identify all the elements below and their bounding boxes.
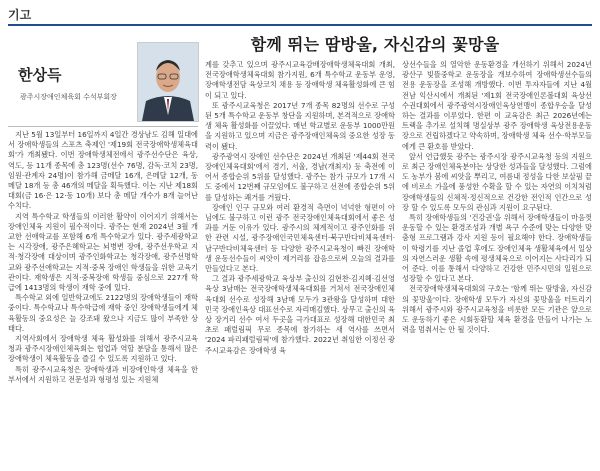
paragraph: 특히 장애학생들의 '건강권'을 위해서 장애학생들이 마음껏 운동할 수 있는 환경조성과 개별 욕구 수준에 맞는 다양한 맞춤형 프로그램과 강사 지원 등이 필요해야 한다. 장애학생들이 학령기를 지난 졸업 후에도 장애인체육 생활체육에서 일상의 자연스러운 생활 속에 평생체육으로 이어지는 사다리가 되어 준다. 이를 통해서 다양하고 건강한 민주시민의 일원으로 성장할 수 있다고 본다. bbox=[402, 213, 592, 284]
paragraph: 지난 5월 13일부터 16일까지 4일간 경상남도 김해 일대에서 장애학생들의 스포츠 축제인 '제19회 전국장애학생체육대회'가 개최됐다. 이번 장애학생체전에서 광주선수단은 육상, 역도, 등 11개 종목에 총 123명(선수 76명, 감독·코치 23명, 임원·관계자 24명)이 참가해 금메달 16개, 은메달 12개, 동메달 18개 등 총 46개의 메달을 획득했다. 이는 지난 제18회 대회(금 16·은 12·동 10개) 보다 총 메달 개수가 8개 늘어난 수치다. bbox=[8, 130, 198, 211]
paragraph: 계를 갖추고 있으며 광주시교육감배장애학생체육대회 개최, 전국장애학생체육대회 참가지원, 6개 특수학교 운동부 운영, 장애학생전담 육상코치 채용 등 장애학생 체육활성화에 큰 힘이 되고 있다. bbox=[205, 60, 395, 100]
article-column-1 bbox=[8, 130, 198, 468]
paragraph: 앞서 언급했듯 광주는 광주시장 광주시교육청 등의 지원으로 최근 장애인체육분야는 상당한 성과들을 달성했다. 그럼에도 농부가 봄에 씨앗을 뿌리고, 여름내 정성을 다한 보살핌 끝에 비로소 가을에 풍성한 수확을 할 수 있는 자연의 이치처럼 장애학생들의 신체적·정신적으로 건강한 전인적 인간으로 성장 할 수 있도록 모두의 관심과 지원이 요구된다. bbox=[402, 151, 592, 212]
article-column-3 bbox=[402, 60, 592, 468]
headline: 함께 뛰는 땀방울, 자신감의 꽃망울 bbox=[250, 35, 500, 54]
paragraph: 지역 특수학교 학생들의 이러한 활약이 이어지기 위해서는 장애인체육 지원이 필수적이다. 광주는 현재 2024년 3월 개교한 선애학교를 포함해 6개 특수학교가 있다. 광주세광학교는 시각장애, 광주은혜학교는 뇌병변 장애, 광주선우학교 지적·청각장애 대상이며 광주인화학교는 청각장애, 광주선명학교와 광주선애학교는 지적·중복 장애인 학생들을 위한 교육기관이다. 재학생은 지적·중복장애 학생들 중심으로 227개 학급에 1413명의 학생이 재학 중에 있다. bbox=[8, 211, 198, 293]
paragraph: 광주광역시 장애인 선수단은 2024년 개최된 '제44회 전국장애인체육대회'에서 경기, 서울, 경남(개최지) 등 축전에 이어서 종합순위 5위를 달성했다. 광주는 참가 규모가 17개 시도 중에서 12번째 규모임에도 불구하고 선전에 종합순위 5위를 달성하는 쾌거를 거뒀다. bbox=[205, 151, 395, 202]
paragraph: 특수학교 외에 일반학교에도 2122명의 장애학생들이 재학 중이다. 특수학교나 특수학급에 재학 중인 장애학생들에게 체육활동의 중요성은 늘 강조돼 왔으나 지금도 많이 부족한 상태다. bbox=[8, 293, 198, 333]
author-name: 한상득 bbox=[18, 66, 62, 84]
paragraph: 또 광주시교육청은 2017년 7개 종목 82명의 선수로 구성된 5개 특수학교 운동부 창단을 지원하며, 본격적으로 장애학생 체육 활성화를 이끌었다. 매년 학교별로 운동부 1000만원을 지원하고 있으며 지금은 광주장애인체육의 중요한 성장 동력이 됐다. bbox=[205, 100, 395, 151]
article-column-2 bbox=[205, 60, 395, 468]
header-rule bbox=[8, 24, 592, 26]
author-divider bbox=[8, 126, 198, 127]
paragraph: 그 결과 광주세광학교 육상부 출신의 김현찬·김지혜·김선영 육상 3남매는 전국장애학생체육대회를 거쳐서 전국장애인체육대회 선수로 성장해 3남매 모두가 3관왕을 달성하며 대한민국 장애인육상 대표선수로 자리매김했다. 상무고 출신의 육상 장거리 선수 여서 두곳을 극가대표로 성장해 대한민국 최초로 패럴림픽 무로 종목에 참가하는 새 역사를 쓰면서 '2024 파리패럴림픽'에 참가했다. 2022년 취임한 이정선 광주시교육감은 장애학생 육 bbox=[205, 274, 395, 355]
author-affiliation: 광주시장애인체육회 수석부회장 bbox=[20, 93, 117, 101]
author-photo bbox=[137, 42, 199, 122]
paragraph: 지역사회에서 장애학생 체육 활성화를 위해서 광주시교육청과 광주시장애인체육회는 협업과 역할 분담을 통해서 많은 장애학생이 체육활동을 즐길 수 있도록 지원하고 있다. bbox=[8, 334, 198, 364]
paragraph: 전국장애학생체육대회의 구호는 '함께 뛰는 땀방울, 자신감의 꽃망울'이다. 장애학생 모두가 자신의 꽃망울을 터트리기 위해서 광주시와 광주시교육청을 비롯한 모든 기관은 앞으로도 운동하기 좋은 시회동환할 체육 환경을 만들어 나가는 노력을 멈춰서는 안 될 것이다. bbox=[402, 284, 592, 335]
section-label: 기고 bbox=[8, 8, 32, 22]
paragraph: 장애인 인구 규모와 여러 환경적 측면이 넉넉한 형편이 아님에도 불구하고 이런 광주 전국장애인체육대회에서 좋은 성과를 거둔 이유가 있다. 광주시의 체계적이고 광주인화를 위한 관련 시설, 광주장애인국민체육센터·북구반다비체육센터·남구반다비체육센터 등 다양한 광주시교육청이 빠진 장애학생 운동선수들이 씨앗이 제거리를 잡음으로써 오늘의 결과를 만들었다고 본다. bbox=[205, 202, 395, 274]
paragraph: 특히 광주시교육청은 장애학생과 비장애인학생 체육을 한 부서에서 지원하고 전문성과 형평성 있는 지원체 bbox=[8, 364, 198, 384]
paragraph: 상선수들을 의 열악한 운동환경을 개선하기 위해서 2024년 광산구 빛뜰중학교 운동장을 개보수하여 장애학생선수들의 전용 운동장을 조성해 개방했다. 이번 투자자들에 지난 4월 전남 익산시에서 개최된 '제1회 전국장애인론볼대회 육상선수권대회에서 광주광역시장애인육상연맹이 종합우승을 달성하는 결과를 이루었다. 한편 이 교육감은 최근 2026년에는 트랙을 추가로 설치해 명실상부 광주 장애학생 육상전용운동장으로 건립하겠다고 약속하며, 장애학생 체육 선수·학부모들에게 큰 환호를 받았다. bbox=[402, 60, 592, 151]
